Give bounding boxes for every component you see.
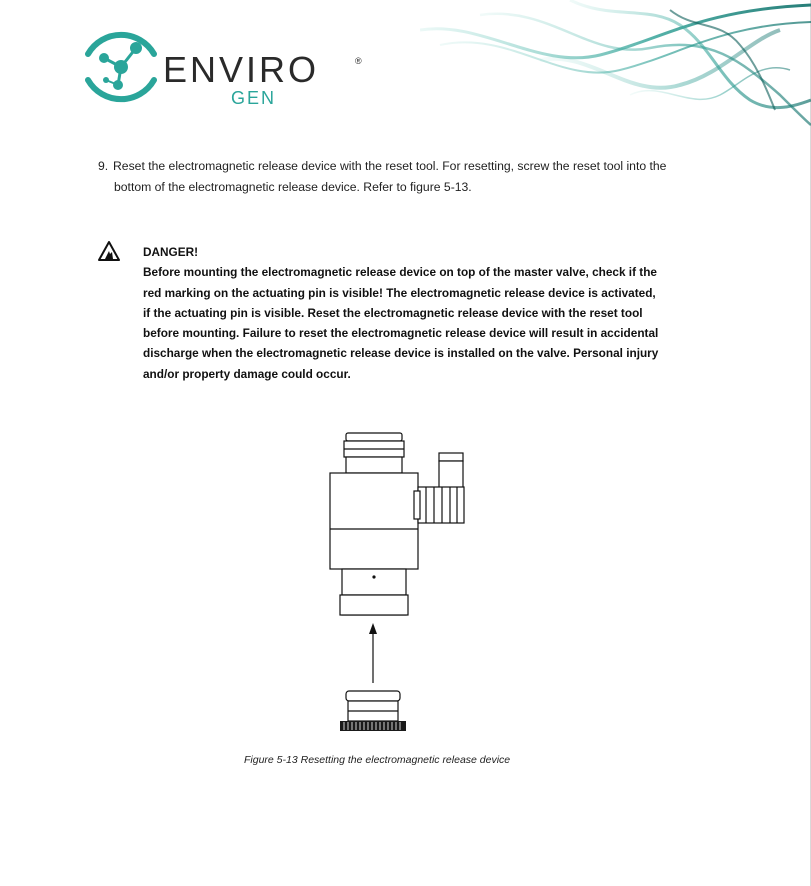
step-number: 9. <box>98 159 109 173</box>
brand-subtitle: GEN <box>231 88 277 108</box>
danger-line: discharge when the electromagnetic release device is installed on the valve. Personal injury <box>143 346 659 361</box>
danger-line: and/or property damage could occur. <box>143 366 351 381</box>
figure-caption: Figure 5-13 Resetting the electromagnetic release device <box>244 754 511 766</box>
connector-nut <box>414 491 420 519</box>
step-line-1: Reset the electromagnetic release device with the reset tool. For resetting, screw the reset tool into the <box>113 159 667 173</box>
danger-line: red marking on the actuating pin is visible! The electromagnetic release device is activated, <box>143 285 656 300</box>
smoke-decoration <box>420 0 811 130</box>
device-top-cap <box>346 433 402 441</box>
device-bottom <box>340 595 408 615</box>
danger-line: Before mounting the electromagnetic release device on top of the master valve, check if the <box>143 265 657 280</box>
connector-stem <box>439 461 463 489</box>
danger-title: DANGER! <box>143 245 199 259</box>
danger-notice <box>143 242 673 384</box>
direction-arrow-head <box>369 623 377 634</box>
release-device-figure <box>300 425 500 745</box>
danger-line: if the actuating pin is visible. Reset the electromagnetic release device with the reset tool <box>143 305 643 320</box>
actuating-pin-dot <box>372 575 375 578</box>
warning-triangle-icon <box>97 240 121 262</box>
reset-tool-top <box>346 691 400 701</box>
step-line-2: bottom of the electromagnetic release device. Refer to figure 5-13. <box>114 180 472 194</box>
brand-name: ENVIRO <box>163 49 320 90</box>
molecule-icon <box>76 22 166 112</box>
connector-cap <box>439 453 463 461</box>
registered-mark: ® <box>355 56 362 66</box>
danger-line: before mounting. Failure to reset the electromagnetic release device will result in accidental <box>143 326 659 341</box>
step-paragraph <box>98 156 718 198</box>
device-neck <box>346 457 402 473</box>
device-body <box>330 473 418 569</box>
